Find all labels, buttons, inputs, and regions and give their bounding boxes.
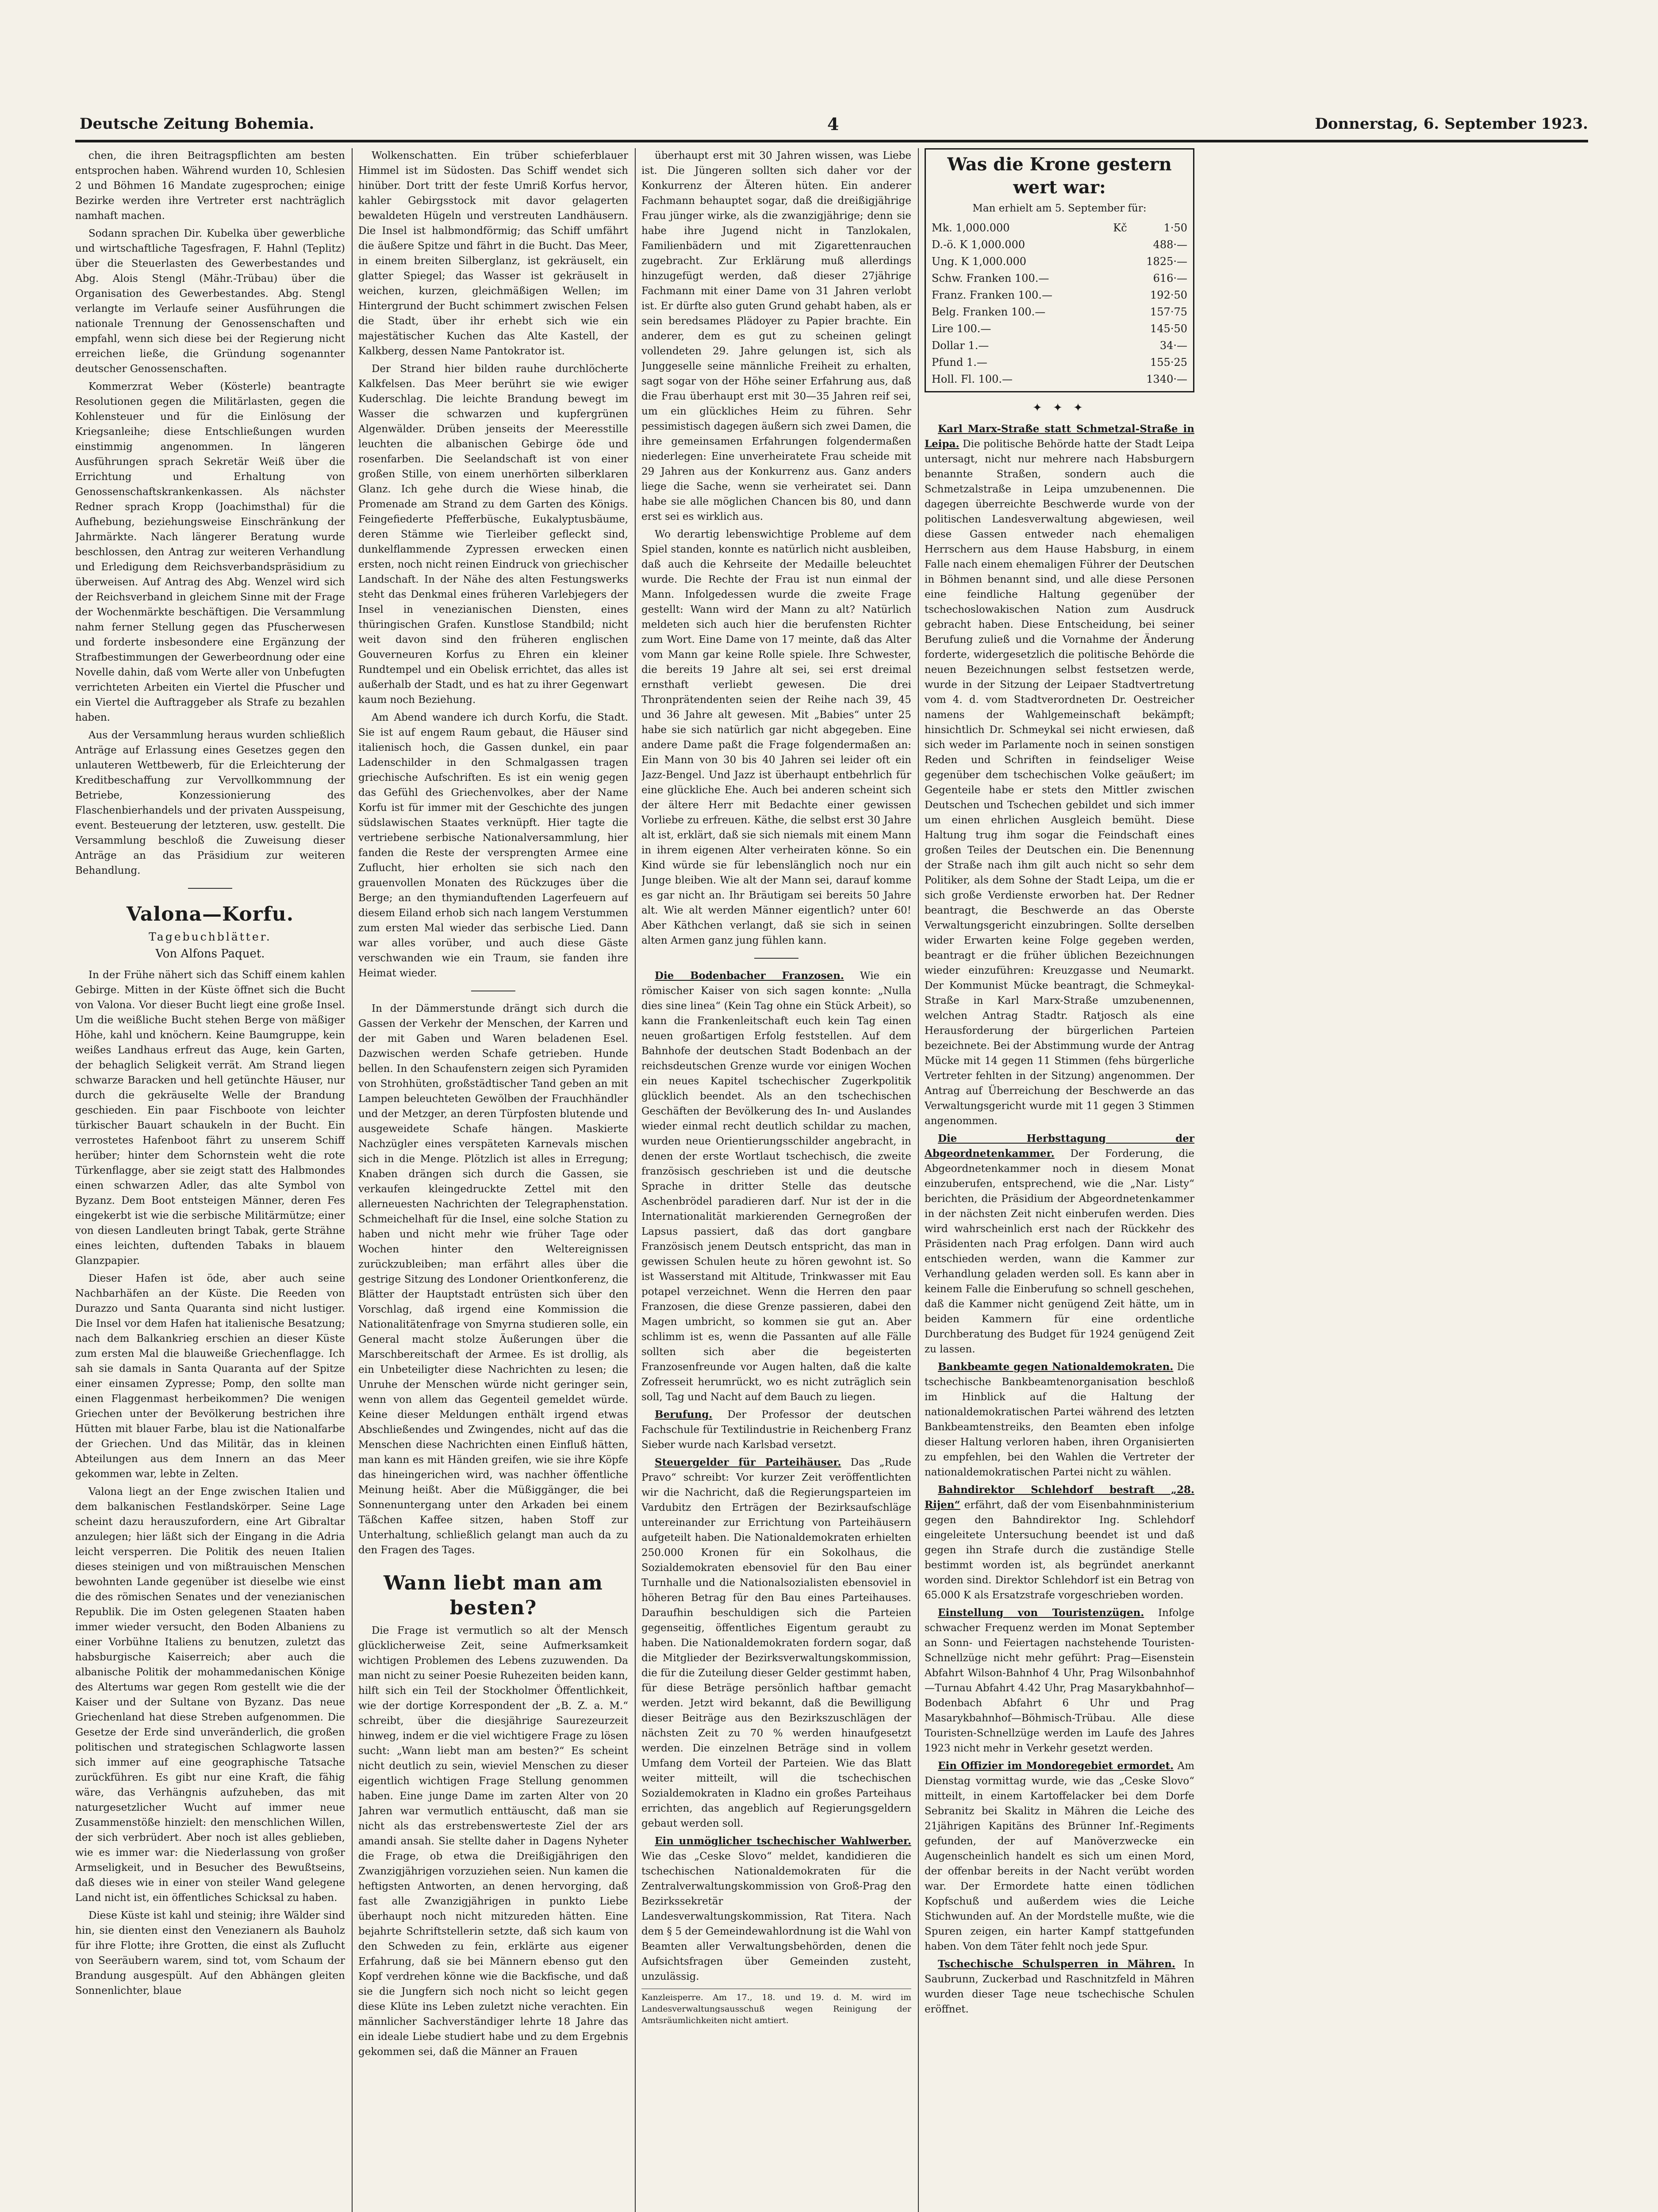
exchange-unit xyxy=(1106,371,1128,388)
article-heading: Wann liebt man am besten? xyxy=(384,1572,603,1619)
news-item xyxy=(925,1957,1194,2017)
separator xyxy=(754,958,798,959)
news-kicker: Bankbeamte gegen Nationaldemokraten. xyxy=(938,1361,1174,1373)
news-kicker: Ein Offizier im Mondoregebiet ermordet. xyxy=(938,1760,1174,1772)
column-rule xyxy=(635,148,636,2212)
exchange-label: Belg. Franken 100.— xyxy=(932,306,1046,318)
paragraph: Wolkenschatten. Ein trüber schieferblauer Himmel ist im Südosten. Das Schiff wendet sich hinüber. Dort tritt der feste Umriß Korfus hervor, kahler Gebirgsstock mit davor gelagerten bewaldeten Hügeln und verstreuten Landhäusern. Die Insel ist halbmondförmig; das Schiff umfährt die äußere Spitze und fährt in die Bucht. Das Meer, in einem breiten Silberglanz, ist gekräuselt, ein glatter Spiegel; das Wasser ist gekräuselt in weichen, kurzen, gleichmäßigen Wellen; im Hintergrund der Bucht schimmert zwischen Felsen die Stadt, über ihr erhebt sich wie ein majestätischer Kuchen das Alte Kastell, der Kalkberg, dessen Name Pantokrator ist. xyxy=(358,150,628,357)
exchange-row xyxy=(931,219,1188,236)
paragraph: chen, die ihren Beitragspflichten am besten entsprochen haben. Während wurden 10, Schlesien 2 und Böhmen 16 Mandate zugesprochen; einige Bezirke werden ihre Vertreter erst nachträglich namhaft machen. xyxy=(75,150,345,222)
exchange-label: Dollar 1.— xyxy=(932,339,989,352)
news-text: Das „Rude Pravo“ schreibt: Vor kurzer Zeit veröffentlichten wir die Nachricht, daß die Regierungsparteien im Vardubitz den Erträgen der Bezirksaufschläge untereinander zur Errichtung von Parteihäusern aufgeteilt haben. Die Nationaldemokraten erhielten 250.000 Kronen für ein Sokolhaus, die Sozialdemokraten ebensoviel für den Bau einer Turnhalle und die Nationalsozialisten ebensoviel in höheren Betrag für den Bau eines Parteihauses. Daraufhin beschuldigen sich die Parteien gegenseitig, öffentliches Eigentum geraubt zu haben. Die Nationaldemokraten fordern sogar, daß die Mitglieder der Bezirksverwaltungskommission, die für die Zuteilung dieser Gelder gestimmt haben, für diese Beträge persönlich haftbar gemacht werden. Jetzt wird bekannt, daß die Bewilligung dieser Beiträge aus den Bezirkszuschlägen der nächsten Zeit zu 70 % werden hinaufgesetzt werden. Die einzelnen Beträge sind in vollem Umfang dem Vorteil der Parteien. Wie das Blatt weiter mitteilt, will die tschechischen Sozialdemokraten in Kladno ein großes Parteihaus errichten, das angeblich auf Regierungsgeldern gebaut werden soll. xyxy=(641,1457,911,1829)
paragraph: Dieser Hafen ist öde, aber auch seine Nachbarhäfen an der Küste. Die Reeden von Durazzo und Santa Quaranta sind nicht lustiger. Die Insel vor dem Hafen hat italienische Besatzung; nach dem Balkankrieg erschien an dieser Küste zum ersten Mal die blauweiße Griechenflagge. Ich sah sie damals in Santa Quaranta auf der Spitze einer einsamen Zypresse; Pomp, den sollte man einen Flaggenmast herbeikommen? Die wenigen Griechen unter der Bevölkerung bestrichen ihre Hütten mit blauer Farbe, blau ist die Nationalfarbe der Griechen. Und das Militär, das in kleinen Abteilungen aus dem Innern an das Meer gekommen war, lebte in Zelten. xyxy=(75,1273,345,1480)
news-text: Wie ein römischer Kaiser von sich sagen konnte: „Nulla dies sine linea“ (Kein Tag ohne ein Stück Arbeit), so kann die Frankenleitschaft euch kein Tag einen neuen großartigen Erfolg feststellen. Auf dem Bahnhofe der deutschen Stadt Bodenbach an der reichsdeutschen Grenze wurde vor einigen Wochen ein neues Kapitel tschechischer Zugerkpolitik glücklich beendet. Als an den tschechischen Geschäften der Bevölkerung des In- und Auslandes wieder einmal recht deutlich schildar zu machen, wurden neue Orientierungsschilder angebracht, in denen der erste Wortlaut tschechisch, die zweite französisch geschrieben ist und die deutsche Sprache in dritter Stelle das deutsche Aschenbrödel paradieren darf. Nur ist der in die Internationalität markierenden Gernegroßen der Lapsus passiert, daß das dort gangbare Französisch jenem Deutsch entspricht, das man in gewissen Schulen heute zu hören gewohnt ist. So ist Wasserstand mit Altitude, Trinkwasser mit Eau potapel verzeichnet. Wenn die Herren den paar Franzosen, die diese Grenze passieren, dabei den Magen umbricht, so kommen sie gut an. Aber schlimm ist es, wenn die Passanten auf alle Fälle sollten sich aber die begeisterten Franzosenfreunde vor Augen halten, daß die kalte Zofresseit herumrückt, wo es nicht zuträglich sein soll, Tag und Nacht auf dem Bauch zu liegen. xyxy=(641,970,911,1403)
exchange-value: 155·25 xyxy=(1150,356,1187,369)
news-text: Der Professor der deutschen Fachschule für Textilindustrie in Reichenberg Franz Sieber wurde nach Karlsbad versetzt. xyxy=(641,1409,911,1451)
exchange-unit xyxy=(1106,287,1128,303)
news-item xyxy=(925,1759,1194,1954)
news-kicker: Karl Marx-Straße statt Schmetzal-Straße in Leipa. xyxy=(925,423,1194,450)
exchange-value: 145·50 xyxy=(1150,323,1187,335)
news-item xyxy=(641,1834,911,1984)
exchange-label: Mk. 1,000.000 xyxy=(932,222,1010,234)
news-item xyxy=(641,1455,911,1831)
exchange-row xyxy=(931,337,1188,354)
column-4 xyxy=(925,148,1588,2212)
exchange-row xyxy=(931,236,1188,253)
exchange-value: 1340·— xyxy=(1146,373,1187,385)
exchange-unit xyxy=(1106,253,1128,270)
column-rule xyxy=(352,148,353,2212)
news-text: erfährt, daß der vom Eisenbahnministerium gegen den Bahndirektor Ing. Schlehdorf eingeleitete Untersuchung beendet ist und daß gegen ihn Strafe durch die zuständige Stelle bestimmt worden ist, als begründet anerkannt worden sind. Direktor Schlehdorf ist ein Betrag von 65.000 K als Ersatzstrafe vorgeschrieben worden. xyxy=(925,1499,1195,1601)
exchange-row xyxy=(931,270,1188,287)
paragraph: In der Frühe nähert sich das Schiff einem kahlen Gebirge. Mitten in der Küste öffnet sich die Bucht von Valona. Vor dieser Bucht liegt eine große Insel. Um die weißliche Bucht stehen Berge von mäßiger Höhe, kahl und knöchern. Keine Baumgruppe, kein weißes Landhaus erfreut das Auge, kein Garten, der behaglich Seligkeit verrät. Am Strand liegen schwarze Baracken und hell getünchte Häuser, nur durch die gekräuselte Welle der Brandung geschieden. Ein paar Fischboote von leichter türkischer Bauart schaukeln in der Bucht. Ein verrostetes Hafenboot fährt zu unserem Schiff herüber; hinter dem Schornstein weht die rote Türkenflagge, aber sie zeigt statt des Halbmondes einen schwarzen Adler, das alte Symbol von Byzanz. Dem Boot entsteigen Männer, deren Fes eingekerbt ist wie die serbische Militärmütze; einer von diesen Landleuten bringt Tabak, gerte Strähne eines leichten, duftenden Tabaks in blauem Glanzpapier. xyxy=(75,969,345,1267)
news-kicker: Bahndirektor Schlehdorf bestraft „28. Rijen“ xyxy=(925,1484,1194,1511)
fineprint-notice: Kanzleisperre. Am 17., 18. und 19. d. M. wird im Landesverwaltungsausschuß wegen Reinigung der Amtsräumlichkeiten nicht amtiert. xyxy=(641,1989,911,2026)
exchange-label: Pfund 1.— xyxy=(932,356,987,369)
exchange-value: 157·75 xyxy=(1150,306,1187,318)
paragraph: Aus der Versammlung heraus wurden schließlich Anträge auf Erlassung eines Gesetzes gegen den unlauteren Wettbewerb, für die Erleichterung der Kreditbeschaffung zur Vervollkommnung der Betriebe, Konzessionierung des Flaschenbierhandels und der privaten Ausspeisung, event. Besteuerung der letzteren, usw. gestellt. Die Versammlung beschloß die Zuweisung dieser Anträge an das Präsidium zur weiteren Behandlung. xyxy=(75,730,345,876)
news-kicker: Berufung. xyxy=(655,1409,713,1421)
column-rule xyxy=(918,148,919,2212)
article-byline: Von Alfons Paquet. xyxy=(155,947,265,960)
paragraph: Der Strand hier bilden rauhe durchlöcherte Kalkfelsen. Das Meer berührt sie wie ewiger Kuderschlag. Die leichte Brandung bewegt im Wasser die schwarzen und kupfergrünen Algenwälder. Drüben jenseits der Meeresstille leuchten die albanischen Gebirge öde und rosenfarben. Die Seelandschaft ist von einer großen Stille, von einem unerhörten silberklaren Glanz. Ich gehe durch die Wiese hinab, die Promenade am Strand zu dem Garten des Königs. Feingefiederte Pfefferbüsche, Eukalyptusbäume, deren Stämme wie Tierleiber gefleckt sind, dunkelflammende Zypressen erwecken einen ersten, noch nicht reinen Eindruck von griechischer Landschaft. In der Nähe des alten Festungswerks steht das Denkmal eines früheren Varlebjegers der Insel in venezianischen Diensten, eines thüringischen Grafen. Kunstlose Standbild; nicht weit davon sind den früheren englischen Gouverneuren Korfus zu Ehren ein kleiner Rundtempel und ein Obelisk errichtet, das alles ist außerhalb der Stadt, und es hat zu ihrer Gegenwart kaum noch Beziehung. xyxy=(358,363,628,706)
column-3 xyxy=(641,148,911,2212)
exchange-row xyxy=(931,354,1188,371)
paragraph: Die Frage ist vermutlich so alt der Mensch glücklicherweise Zeit, seine Aufmerksamkeit wichtigen Problemen des Lebens zuzuwenden. Da man nicht zu seiner Poesie Ruhezeiten beiden kann, hilft sich ein Teil der Stockholmer Öffentlichkeit, wie der dortige Korrespondent der „B. Z. a. M.“ schreibt, über die diesjährige Saurezeurzeit hinweg, indem er die viel wichtigere Frage zu lösen sucht: „Wann liebt man am besten?“ Es scheint nicht deutlich zu sein, wieviel Menschen zu dieser eigentlich wichtigen Frage Stellung genommen haben. Eine junge Dame im zarten Alter von 20 Jahren war vermutlich enttäuscht, daß man sie nicht als das erstrebenswerteste Ziel der ars amandi ansah. Sie stellte daher in Dagens Nyheter die Frage, ob etwa die Dreißigjährigen den Zwanzigjährigen vorzuziehen seien. Nun kamen die heftigsten Antworten, an denen hervorging, daß fast alle Zwanzigjährigen in punkto Liebe überhaupt noch nicht mitzureden hätten. Eine bejahrte Schriftstellerin setzte, daß sich kaum von den Schweden zu fein, erklärte aus eigener Erfahrung, daß sie bei Männern ebenso gut den Kopf verdrehen könne wie die Backfische, und daß sie die Jungfern sich noch nicht so leicht gegen diese Klüte ins Leben zuletzt niche verachten. Ein männlicher Sachverständiger lehrte 18 Jahre das ein ideale Liebe studiert habe und zu dem Ergebnis gekommen sei, daß die Männer an Frauen xyxy=(358,1625,628,2058)
exchange-row xyxy=(931,320,1188,337)
news-text: Die tschechische Bankbeamtenorganisation beschloß im Hinblick auf die Haltung der nationaldemokratischen Partei während des letzten Bankbeamtenstreiks, den Beamten eben infolge dieser Haltung verloren haben, ihren Organisierten zu empfehlen, bei den Wahlen die Vertreter der nationaldemokratischen Partei nicht zu wählen. xyxy=(925,1361,1194,1478)
exchange-row xyxy=(931,253,1188,270)
news-kicker: Steuergelder für Parteihäuser. xyxy=(655,1456,841,1468)
exchange-value: 616·— xyxy=(1153,272,1187,284)
exchange-value: 1825·— xyxy=(1146,255,1187,268)
news-item xyxy=(925,1605,1194,1756)
news-text: Der Forderung, die Abgeordnetenkammer noch in diesem Monat einzuberufen, entsprechend, wie die „Nar. Listy“ berichten, die Präsidium der Abgeordnetenkammer in der nächsten Zeit nicht einberufen werden. Dies wird wahrscheinlich erst nach der Rückkehr des Präsidenten nach Prag erfolgen. Dann wird auch entschieden werden, wann die Kammer zur Verhandlung geladen werden soll. Es kann aber in keinem Falle die Einberufung so schnell geschehen, daß die Kammer nicht genügend Zeit hätte, um in beiden Kammern für eine ordentliche Durchberatung des Budget für 1924 genügend Zeit zu lassen. xyxy=(925,1148,1195,1355)
column-1 xyxy=(75,148,345,2212)
paper-name: Deutsche Zeitung Bohemia. xyxy=(80,115,315,133)
paragraph: Kommerzrat Weber (Kösterle) beantragte Resolutionen gegen die Militärlasten, gegen die Kohlensteuer und für die Einlösung der Kriegsanleihe; diese Entschließungen wurden einstimmig angenommen. In längeren Ausführungen sprach Sekretär Weiß über die Errichtung und Erhaltung von Genossenschaftskrankenkassen. Als nächster Redner sprach Kropp (Joachimsthal) für die Aufhebung, beziehungsweise Einschränkung der Jahrmärkte. Nach längerer Beratung wurde beschlossen, den Antrag zur weiteren Verhandlung und Erledigung dem Reichsverbandspräsidium zu überweisen. Auf Antrag des Abg. Wenzel wird sich der Reichsverband in gleichem Sinne mit der Frage der Wochenmärkte beschäftigen. Die Versammlung nahm ferner Stellung gegen das Pfuscherwesen und forderte insbesondere eine Ergänzung der Strafbestimmungen der Gewerbeordnung oder eine Novelle dahin, daß vom Werte aller von Unbefugten verrichteten Arbeiten ein Viertel die Pfuscher und ein Viertel die Auftraggeber als Strafe zu bezahlen haben. xyxy=(75,381,345,723)
paragraph: Diese Küste ist kahl und steinig; ihre Wälder sind hin, sie dienten einst den Venezianern als Bauholz für ihre Flotte; ihre Grotten, die einst als Zuflucht von Seeräubern warem, sind tot, vom Schaum der Brandung ausgespült. Auf den Abhängen gleiten Sonnenlichter, blaue xyxy=(75,1910,345,1997)
news-kicker: Ein unmöglicher tschechischer Wahlwerber. xyxy=(655,1835,911,1847)
news-item xyxy=(925,422,1194,1129)
news-text: In Saubrunn, Zuckerbad und Raschnitzfeld in Mähren wurden dieser Tage neue tschechische Schulen eröffnet. xyxy=(925,1959,1195,2015)
exchange-table xyxy=(931,219,1188,388)
exchange-label: Lire 100.— xyxy=(932,323,991,335)
exchange-row xyxy=(931,371,1188,388)
exchange-label: Ung. K 1,000.000 xyxy=(932,255,1027,268)
exchange-rate-box xyxy=(925,148,1194,392)
exchange-row xyxy=(931,303,1188,320)
paragraph: Am Abend wandere ich durch Korfu, die Stadt. Sie ist auf engem Raum gebaut, die Häuser sind italienisch hoch, die Gassen dunkel, ein paar Ladenschilder in den Schmalgassen tragen griechische Aufschriften. Es ist ein wenig gegen das Gefühl des Griechenvolkes, aber der Name Korfu ist für immer mit der Geschichte des jungen südslawischen Staates verknüpft. Hier tagte die vertriebene serbische Nationalversammlung, hier fanden die Reste der versprengten Armee eine Zuflucht, hier erholten sie sich nach den grauenvollen Monaten des Rückzuges über die Berge; an den thymianduftenden Lagerfeuern auf diesem Eiland erhob sich nach langem Verstummen zum ersten Mal wieder das serbische Lied. Dann war alles vorüber, und auch diese Gäste verschwanden wie ein Traum, sie fanden ihre Heimat wieder. xyxy=(358,712,628,979)
exchange-unit xyxy=(1106,320,1128,337)
exchange-unit xyxy=(1106,236,1128,253)
exchange-label: Schw. Franken 100.— xyxy=(932,272,1049,284)
newspaper-page xyxy=(75,111,1588,2212)
exchange-unit xyxy=(1106,303,1128,320)
news-item xyxy=(925,1359,1194,1480)
exchange-row xyxy=(931,287,1188,303)
exchange-label: Holl. Fl. 100.— xyxy=(932,373,1013,385)
paragraph: Valona liegt an der Enge zwischen Italien und dem balkanischen Festlandskörper. Seine Lage scheint dazu herauszufordern, eine Art Gibraltar anzulegen; hier läßt sich der Eingang in die Adria leicht versperren. Die Politik des neuen Italien dieses steinigen und von mißtrauischen Menschen bewohnten Lande gegenüber ist dieselbe wie einst die des römischen Senates und der venezianischen Republik. Die im Osten gelegenen Staaten haben immer wieder versucht, den Boden Albaniens zu einer Vorbühne Italiens zu benutzen, zuletzt das habsburgische Kaiserreich; aber auch die albanische Politik der mohammedanischen Könige des Altertums war gegen Rom gestellt wie die der Kaiser und der Sultane von Byzanz. Das neue Griechenland hat diese Streben aufgenommen. Die Gesetze der Erde sind unveränderlich, die großen politischen und strategischen Schlagworte lassen sich immer auf eine geographische Tatsache zurückführen. Es gibt nur eine Kraft, die fähig wäre, das Verhängnis aufzuheben, das mit naturgesetzlicher Wucht auf immer neue Zusammenstöße hinzielt: den menschlichen Willen, der sich verbrüdert. Aber noch ist alles geblieben, wie es immer war: die Niederlassung von großer Armseligkeit, und in Besucher des Bewußtseins, daß dieses wie in einer von steiler Wand gelegene Land nicht ist, ein öffentliches Schicksal zu haben. xyxy=(75,1486,345,1904)
exchange-unit xyxy=(1106,270,1128,287)
ornament-divider: ✦ ✦ ✦ xyxy=(1032,401,1086,415)
column-2 xyxy=(358,148,628,2212)
news-kicker: Die Bodenbacher Franzosen. xyxy=(655,970,844,982)
header-rule xyxy=(75,140,1588,142)
news-item xyxy=(641,1407,911,1452)
separator xyxy=(188,888,232,889)
paragraph: In der Dämmerstunde drängt sich durch die Gassen der Verkehr der Menschen, der Karren und der mit Gaben und Waren beladenen Esel. Dazwischen werden Schafe getrieben. Hunde bellen. In den Schaufenstern zeigen sich Pyramiden von Strohhüten, großstädtischer Tand geben an mit Lampen beleuchteten Gewölben der Frauchhändler und der Metzger, an deren Türpfosten blutende und ausgeweidete Schafe hängen. Maskierte Nachzügler eines verspäteten Karnevals mischen sich in die Menge. Plötzlich ist alles in Erregung; Knaben drängen sich durch die Gassen, sie verkaufen kleingedruckte Zettel mit den allerneuesten Nachrichten der Telegraphenstation. Schmeichelhaft für die Insel, eine solche Station zu haben und nicht mehr wie früher Tage oder Wochen hinter den Weltereignissen zurückzubleiben; man erfährt alles über die gestrige Sitzung des Londoner Orientkonferenz, die Blätter der Hauptstadt entrüsten sich über den Vorschlag, daß irgend eine Kommission die Nationalitätenfrage von Smyrna studieren solle, ein General macht stolze Äußerungen über die Marschbereitschaft der Armee. Es ist drollig, als ein Unbeteiligter diese Nachrichten zu lesen; die Unruhe der Menschen würde nicht geringer sein, wenn von allem das Gegenteil gemeldet würde. Keine dieser Meldungen enthält irgend etwas Abschließendes und Zwingendes, nicht auf das die Menschen diese Nachrichten einen Einfluß hätten, man kann es mit Händen greifen, wie sie ihre Köpfe das hineingerichen wird, was nachher öffentliche Meinung heißt. Aber die Müßiggänger, die bei Sonnenuntergang unter den Arkaden bei einem Täßchen Kaffee sitzen, haben Stoff zur Unterhaltung, schließlich gelangt man auch da zu den Fragen des Tages. xyxy=(358,1003,628,1556)
article-subheading: Tagebuchblätter. xyxy=(149,930,272,943)
article-heading: Valona—Korfu. xyxy=(126,903,294,926)
exchange-lead: Man erhielt am 5. September für: xyxy=(972,203,1147,214)
exchange-label: Franz. Franken 100.— xyxy=(932,289,1052,301)
news-text: Infolge schwacher Frequenz werden im Monat September an Sonn- und Feiertagen nachstehende Touristen-Schnellzüge nicht mehr geführt: Prag—Eisenstein Abfahrt Wilson-Bahnhof 4 Uhr, Prag Wilsonbahnhof—Turnau Abfahrt 4.42 Uhr, Prag Masarykbahnhof—Bodenbach Abfahrt 6 Uhr und Prag Masarykbahnhof—Böhmisch-Trübau. Alle diese Touristen-Schnellzüge werden im Laufe des Jahres 1923 nicht mehr in Verkehr gesetzt werden. xyxy=(925,1607,1194,1754)
date-line: Donnerstag, 6. September 1923. xyxy=(1315,115,1588,133)
exchange-title: Was die Krone gestern wert war: xyxy=(947,154,1172,198)
news-item xyxy=(925,1131,1194,1357)
exchange-value: 34·— xyxy=(1159,339,1187,352)
paragraph: Sodann sprachen Dir. Kubelka über gewerbliche und wirtschaftliche Tagesfragen, F. Hahnl (Teplitz) über die Steuerlasten des Gewerbestandes und Abg. Alois Stengl (Mähr.-Trübau) über die Organisation des Gewerbestandes. Abg. Stengl verlangte im Verlaufe seiner Ausführungen die nationale Trennung der Genossenschaften und empfahl, wenn sich diese bei der Regierung nicht erreichen ließe, die Gründung sogenannter deutscher Genossenschaften. xyxy=(75,228,345,375)
news-item xyxy=(925,1482,1194,1603)
news-text: Wie das „Ceske Slovo“ meldet, kandidieren die tschechischen Nationaldemokraten für die Zentralverwaltungskommission von Groß-Prag den Bezirkssekretär der Landesverwaltungskommission, Rat Titera. Nach dem § 5 der Gemeindewahlordnung ist die Wahl von Beamten aller Verwaltungsbehörden, denen die Aufsichtsfragen über Gemeinden zusteht, unzulässig. xyxy=(641,1851,911,1982)
exchange-value: 488·— xyxy=(1153,238,1187,251)
news-item xyxy=(641,968,911,1405)
exchange-unit xyxy=(1106,354,1128,371)
exchange-value: 192·50 xyxy=(1150,289,1187,301)
paragraph: Wo derartig lebenswichtige Probleme auf dem Spiel standen, konnte es natürlich nicht ausbleiben, daß auch die Kehrseite der Medaille beleuchtet wurde. Die Rechte der Frau ist nun einmal der Mann. Infolgedessen wurde die zweite Frage gestellt: Wann wird der Mann zu alt? Natürlich meldeten sich auch hier die berufensten Richter zum Wort. Eine Dame von 17 meinte, daß das Alter vom Mann gar keine Rolle spiele. Ihre Schwester, die bereits 19 Jahre alt sei, sei erst dreimal ernsthaft verliebt gewesen. Die drei Thronprätendenten seien der Reihe nach 39, 45 und 36 Jahre alt gewesen. Mit „Babies“ unter 25 habe sie sich natürlich gar nicht abgegeben. Eine andere Dame paßt die Frage folgendermaßen an: Ein Mann von 30 bis 40 Jahren sei leider oft ein Jazz-Bengel. Und Jazz ist überhaupt entbehrlich für eine glückliche Ehe. Auch bei anderen scheint sich der ältere Herr mit Bedachte einer gewissen Vorliebe zu erfreuen. Käthe, die selbst erst 30 Jahre alt ist, erklärt, daß sie sich niemals mit einem Mann in ihrem eigenen Alter verheiraten könne. So ein Kind würde sie für lebenslänglich noch nur ein Junge bleiben. Wie alt der Mann sei, darauf komme es gar nicht an. Ihr Bräutigam sei bereits 50 Jahre alt. Wie alt werden Männer eigentlich? unter 60! Aber Käthchen verlangt, daß sie sich in seinen alten Armen ganz jung fühlen kann. xyxy=(641,529,911,946)
news-kicker: Einstellung von Touristenzügen. xyxy=(938,1607,1144,1619)
news-text: Die politische Behörde hatte der Stadt Leipa untersagt, nicht nur mehrere nach Habsburgern benannte Straßen, sondern auch die Schmetzalstraße in Leipa umzubenennen. Die dagegen überreichte Beschwerde wurde von der politischen Landesverwaltung abgewiesen, weil diese Gassen entweder nach ehemaligen Herrschern aus dem Hause Habsburg, in einem Falle nach einem ehemaligen Führer der Deutschen in Böhmen benannt sind, und alle diese Personen eine feindliche Haltung gegenüber der tschechoslowakischen Nation zum Ausdruck gebracht haben. Diese Entscheidung, bei seiner Berufung zuließ und die Vornahme der Änderung forderte, widergesetzlich die politische Behörde die neuen Bezeichnungen selbst festsetzen werde, wurde in der Sitzung der Leipaer Stadtvertretung vom 4. d. vom Stadtverordneten Dr. Oestreicher namens der Wahlgemeinschaft bekämpft; hinsichtlich Dr. Schmeykal sei nicht erwiesen, daß sich weder im Parlamente noch in seinen sonstigen Reden und Schriften in feindseliger Weise gegenüber dem tschechischen Volke geäußert; im Gegenteile habe er stets den Mittler zwischen Deutschen und Tschechen gebildet und sich immer um einen ehrlichen Ausgleich bemüht. Diese Haltung trug ihm sogar die Feindschaft eines großen Teiles der Deutschen ein. Die Benennung der Straße nach ihm gilt auch nicht so sehr dem Politiker, als dem Sohne der Stadt Leipa, um die er sich große Verdienste erworben hat. Der Redner beantragt, die Beschwerde an das Oberste Verwaltungsgericht einzubringen. Sollte derselben wider Erwarten keine Folge gegeben werden, beantragt er die früher üblichen Bezeichnungen wieder einzuführen: Kreuzgasse und Neumarkt. Der Kommunist Mücke beantragt, die Schmeykal-Straße in Karl Marx-Straße umzubenennen, welchen Antrag Stadtr. Ratjosch als eine Herausforderung der bürgerlichen Parteien bezeichnete. Bei der Abstimmung wurde der Antrag Mücke mit 14 gegen 11 Stimmen (fehs bürgerliche Vertreter fehlten in der Sitzung) angenommen. Der Antrag auf Überreichung der Beschwerde an das Verwaltungsgericht wurde mit 11 gegen 3 Stimmen angenommen. xyxy=(925,438,1194,1127)
column-4-inner xyxy=(925,148,1194,2017)
news-kicker: Die Herbsttagung der Abgeordnetenkammer. xyxy=(925,1133,1194,1160)
page-header xyxy=(75,111,1588,137)
news-kicker: Tschechische Schulsperren in Mähren. xyxy=(938,1958,1175,1970)
exchange-unit: Kč xyxy=(1113,222,1127,234)
exchange-value: 1·50 xyxy=(1163,222,1187,234)
page-number: 4 xyxy=(827,114,839,134)
exchange-unit xyxy=(1106,337,1128,354)
news-text: Am Dienstag vormittag wurde, wie das „Ceske Slovo“ mitteilt, in einem Kartoffelacker bei dem Dorfe Sebranitz bei Skalitz in Mähren die Leiche des 21jährigen Kapitäns des Brünner Inf.-Regiments gefunden, der auf Manöverzwecke ein Augenscheinlich handelt es sich um einen Mord, der offenbar bereits in der Nacht verübt worden war. Der Ermordete hatte einen tödlichen Kopfschuß und außerdem wies die Leiche Stichwunden auf. An der Mordstelle mußte, wie die Spuren zeigen, ein harter Kampf stattgefunden haben. Von dem Täter fehlt noch jede Spur. xyxy=(925,1760,1194,1952)
paragraph: überhaupt erst mit 30 Jahren wissen, was Liebe ist. Die Jüngeren sollten sich daher vor der Konkurrenz der Älteren hüten. Ein anderer Fachmann behauptet sogar, daß die dreißigjährige Frau jünger wirke, als die zwanzigjährige; denn sie habe ihre Jugend nicht in Tanzlokalen, Familienbädern und mit Zigarettenrauchen zugebracht. Zur Erklärung muß allerdings hinzugefügt werden, daß dieser 27jährige Fachmann mit einer Dame von 31 Jahren verlobt ist. Er dürfte also guten Grund gehabt haben, als er sein beredsames Plädoyer zu Papier brachte. Ein anderer, dem es gut zu scheinen gelingt vollendeten 29. Jahre gelungen ist, sich als Junggeselle seine männliche Freiheit zu erhalten, sagt sogar von der Höhe seiner Erfahrung aus, daß die Frau überhaupt erst mit 30—35 Jahren reif sei, um ein glückliches Heim zu führen. Sehr pessimistisch dagegen äußern sich zwei Damen, die ihre gemeinsamen Erfahrungen folgendermaßen niederlegen: Eine unverheiratete Frau scheide mit 29 Jahren aus der Konkurrenz aus. Ganz anders liege die Sache, wenn sie verheiratet sei. Dann habe sie alle möglichen Chancen bis 80, und dann erst sei es wirklich aus. xyxy=(641,150,911,522)
exchange-label: D.-ö. K 1,000.000 xyxy=(932,238,1025,251)
